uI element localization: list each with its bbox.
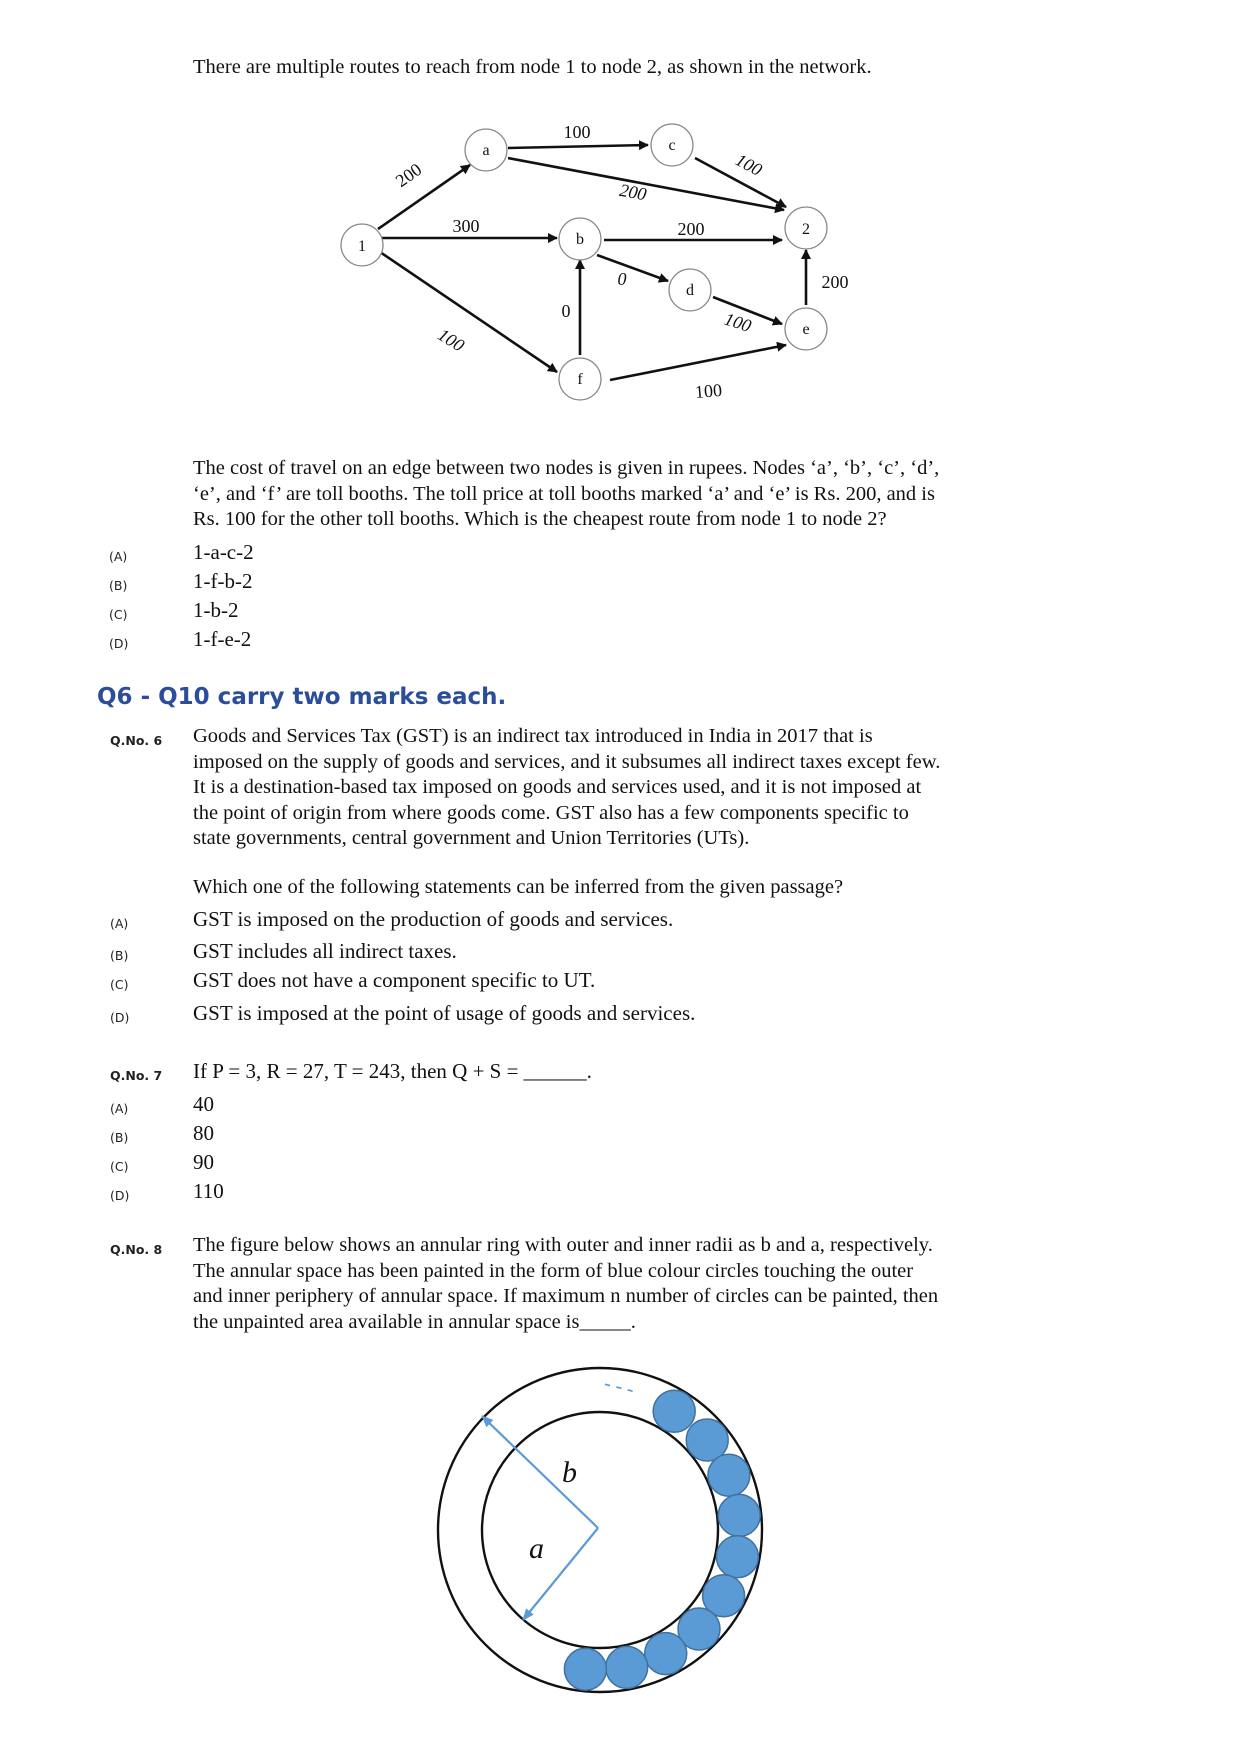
q7-option-a[interactable]: 40 bbox=[193, 1092, 214, 1116]
edge-label-f-e: 100 bbox=[694, 379, 723, 403]
q6-option-label-c: (C) bbox=[110, 977, 129, 992]
q6-option-c[interactable]: GST does not have a component specific to UT. bbox=[193, 968, 596, 992]
q5-question-line: ‘e’, and ‘f’ are toll booths. The toll price at toll booths marked ‘a’ and ‘e’ is Rs. 200, and is bbox=[193, 482, 935, 505]
q6-option-label-a: (A) bbox=[110, 916, 129, 931]
inner-ring bbox=[482, 1412, 718, 1648]
painted-circle bbox=[653, 1390, 695, 1432]
edge-label-f-b: 0 bbox=[561, 301, 571, 321]
edge-label-a-c: 100 bbox=[563, 122, 591, 142]
q6-passage-line: the point of origin from where goods come. GST also has a few components specific to bbox=[193, 801, 909, 824]
q7-question: If P = 3, R = 27, T = 243, then Q + S = ______. bbox=[193, 1059, 592, 1083]
q5-option-label-c: (C) bbox=[109, 607, 128, 622]
edge-b-d bbox=[597, 255, 668, 281]
label-a: a bbox=[529, 1532, 544, 1565]
q8-number: Q.No. 8 bbox=[110, 1242, 163, 1257]
q8-passage bbox=[193, 1233, 993, 1335]
node-label-f: f bbox=[577, 371, 583, 388]
node-label-a: a bbox=[482, 142, 490, 159]
q8-passage-line: The annular space has been painted in the form of blue colour circles touching the outer bbox=[193, 1259, 914, 1282]
painted-circle bbox=[686, 1419, 728, 1461]
q5-option-label-a: (A) bbox=[109, 549, 128, 564]
edge-a-c bbox=[508, 145, 648, 148]
q6-option-a[interactable]: GST is imposed on the production of goods and services. bbox=[193, 907, 674, 931]
q5-question-line: Rs. 100 for the other toll booths. Which is the cheapest route from node 1 to node 2? bbox=[193, 508, 887, 530]
node-label-1: 1 bbox=[358, 238, 366, 255]
q7-option-label-d: (D) bbox=[110, 1188, 130, 1203]
q6-option-label-d: (D) bbox=[110, 1010, 130, 1025]
q5-option-label-b: (B) bbox=[109, 578, 128, 593]
q5-option-c[interactable]: 1-b-2 bbox=[193, 598, 239, 622]
edge-label-e-2: 200 bbox=[821, 272, 849, 292]
q5-option-label-d: (D) bbox=[109, 636, 129, 651]
q6-option-b[interactable]: GST includes all indirect taxes. bbox=[193, 939, 457, 963]
q6-passage-line: It is a destination-based tax imposed on goods and services used, and it is not imposed at bbox=[193, 776, 922, 798]
q8-passage-line: and inner periphery of annular space. If maximum n number of circles can be painted, then bbox=[193, 1285, 939, 1307]
painted-circle bbox=[564, 1648, 606, 1690]
node-label-2: 2 bbox=[802, 221, 810, 238]
painted-circle bbox=[606, 1646, 648, 1688]
edge-label-b-2: 200 bbox=[677, 219, 705, 239]
painted-circle bbox=[708, 1454, 750, 1496]
q5-question bbox=[193, 456, 993, 533]
network-diagram bbox=[330, 105, 890, 415]
edge-label-b-d: 0 bbox=[617, 269, 627, 289]
edge-label-1-b: 300 bbox=[452, 216, 480, 236]
node-label-c: c bbox=[668, 137, 676, 154]
q8-passage-line: The figure below shows an annular ring with outer and inner radii as b and a, respectively. bbox=[193, 1234, 933, 1256]
q7-option-label-b: (B) bbox=[110, 1130, 129, 1145]
q6-option-d[interactable]: GST is imposed at the point of usage of goods and services. bbox=[193, 1001, 696, 1025]
q7-option-label-c: (C) bbox=[110, 1159, 129, 1174]
q6-number: Q.No. 6 bbox=[110, 733, 163, 748]
label-b: b bbox=[562, 1456, 577, 1489]
radius-b-arrow bbox=[482, 1416, 598, 1528]
edge-label-d-e: 100 bbox=[721, 308, 754, 336]
edge-label-1-f: 100 bbox=[434, 324, 468, 356]
q6-question: Which one of the following statements can be inferred from the given passage? bbox=[193, 876, 844, 898]
q7-option-label-a: (A) bbox=[110, 1101, 129, 1116]
q5-intro: There are multiple routes to reach from node 1 to node 2, as shown in the network. bbox=[193, 56, 872, 78]
painted-circle bbox=[718, 1494, 760, 1536]
q5-option-d[interactable]: 1-f-e-2 bbox=[193, 627, 252, 651]
q5-option-a[interactable]: 1-a-c-2 bbox=[193, 540, 254, 564]
edge-1-f bbox=[380, 252, 557, 372]
q5-question-line: The cost of travel on an edge between two nodes is given in rupees. Nodes ‘a’, ‘b’, ‘c’, ‘d’, bbox=[193, 457, 940, 479]
q5-option-b[interactable]: 1-f-b-2 bbox=[193, 569, 253, 593]
q6-passage-line: Goods and Services Tax (GST) is an indirect tax introduced in India in 2017 that is bbox=[193, 725, 873, 747]
q6-passage-line: imposed on the supply of goods and services, and it subsumes all indirect taxes except few. bbox=[193, 750, 941, 773]
painted-circle bbox=[645, 1633, 687, 1675]
q6-passage-line: state governments, central government and Union Territories (UTs). bbox=[193, 827, 750, 849]
q7-option-c[interactable]: 90 bbox=[193, 1150, 214, 1174]
q7-option-d[interactable]: 110 bbox=[193, 1179, 224, 1203]
node-label-b: b bbox=[576, 231, 584, 248]
q7-option-b[interactable]: 80 bbox=[193, 1121, 214, 1145]
edge-label-1-a: 200 bbox=[391, 159, 426, 192]
edge-f-e bbox=[610, 345, 786, 380]
node-label-e: e bbox=[802, 321, 810, 338]
q6-passage bbox=[193, 724, 993, 852]
painted-circle bbox=[716, 1536, 758, 1578]
node-label-d: d bbox=[686, 282, 694, 299]
edge-label-a-2: 200 bbox=[618, 179, 649, 205]
annular-ring-figure bbox=[430, 1360, 770, 1700]
q8-passage-line: the unpainted area available in annular space is_____. bbox=[193, 1310, 636, 1333]
edge-label-c-2: 100 bbox=[732, 149, 766, 180]
ellipsis-marks: - - - bbox=[601, 1372, 637, 1401]
q7-number: Q.No. 7 bbox=[110, 1068, 163, 1083]
section-heading: Q6 - Q10 carry two marks each. bbox=[97, 684, 507, 710]
q6-option-label-b: (B) bbox=[110, 948, 129, 963]
